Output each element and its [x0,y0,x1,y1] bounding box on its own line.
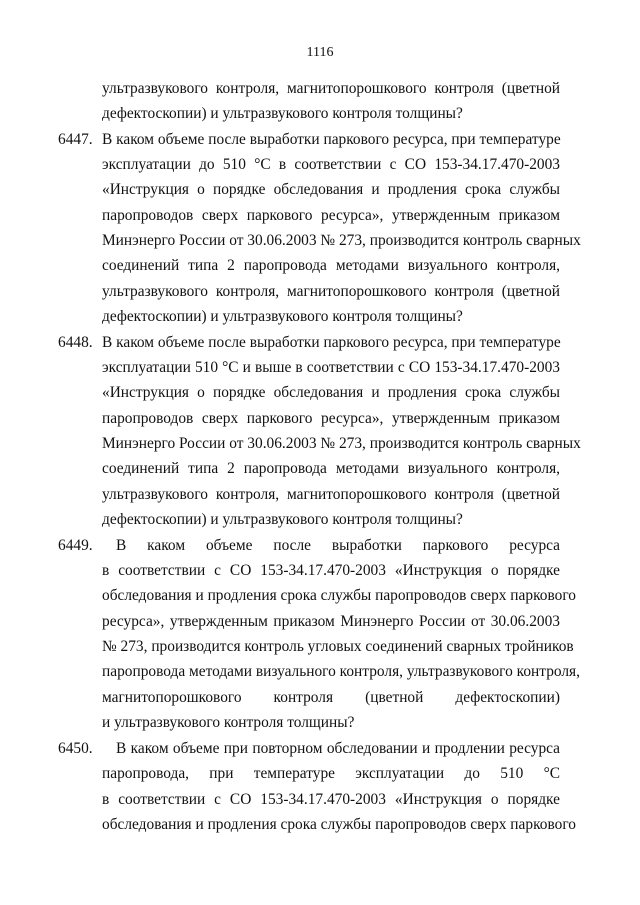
question-number: 6449. [58,537,93,554]
question-number: 6450. [58,740,93,757]
question-line: в соответствии с СО 153-34.17.470-2003 «Инструкция о порядке [102,562,560,579]
question-line: ресурса», утвержденным приказом Минэнерго России от 30.06.2003 [102,613,560,630]
question-line: эксплуатации до 510 °С в соответствии с СО 153-34.17.470-2003 [102,156,560,173]
question-line: ультразвукового контроля, магнитопорошкового контроля (цветной [102,486,560,503]
question-line: дефектоскопии) и ультразвукового контроля толщины? [102,511,463,528]
question-line: магнитопорошкового контроля (цветной дефектоскопии) [102,689,560,706]
question-line: паропроводов сверх паркового ресурса», утвержденным приказом [102,207,560,224]
question-line: соединений типа 2 паропровода методами визуального контроля, [102,257,560,274]
question-line: паропроводов сверх паркового ресурса», утвержденным приказом [102,410,560,427]
continuation-line: дефектоскопии) и ультразвукового контроля толщины? [102,105,463,122]
question-line: № 273, производится контроль угловых соединений сварных тройников [102,638,574,655]
question-line: обследования и продления срока службы паропроводов сверх паркового [102,587,576,604]
question-line: соединений типа 2 паропровода методами визуального контроля, [102,460,560,477]
continuation-line: ультразвукового контроля, магнитопорошкового контроля (цветной [102,80,560,97]
question-line: обследования и продления срока службы паропроводов сверх паркового [102,816,576,833]
question-line: В каком объеме после выработки паркового ресурса [116,537,560,554]
page-number: 1116 [306,45,334,60]
question-line: дефектоскопии) и ультразвукового контроля толщины? [102,308,463,325]
question-line: ультразвукового контроля, магнитопорошкового контроля (цветной [102,283,560,300]
question-number: 6448. [58,334,93,351]
question-line: В каком объеме после выработки паркового ресурса, при температуре [102,131,561,148]
question-line: Минэнерго России от 30.06.2003 № 273, производится контроль сварных [102,435,581,452]
question-line: и ультразвукового контроля толщины? [102,714,355,731]
question-line: В каком объеме после выработки паркового ресурса, при температуре [102,334,561,351]
question-line: эксплуатации 510 °С и выше в соответствии с СО 153-34.17.470-2003 [102,359,560,376]
question-line: «Инструкция о порядке обследования и продления срока службы [102,181,560,198]
question-line: В каком объеме при повторном обследовании и продлении ресурса [116,740,560,757]
question-line: паропровода методами визуального контроля, ультразвукового контроля, [102,663,580,680]
question-line: Минэнерго России от 30.06.2003 № 273, производится контроль сварных [102,232,581,249]
question-line: «Инструкция о порядке обследования и продления срока службы [102,384,560,401]
question-line: паропровода, при температуре эксплуатации до 510 °С [102,765,560,782]
question-line: в соответствии с СО 153-34.17.470-2003 «Инструкция о порядке [102,791,560,808]
question-number: 6447. [58,131,93,148]
